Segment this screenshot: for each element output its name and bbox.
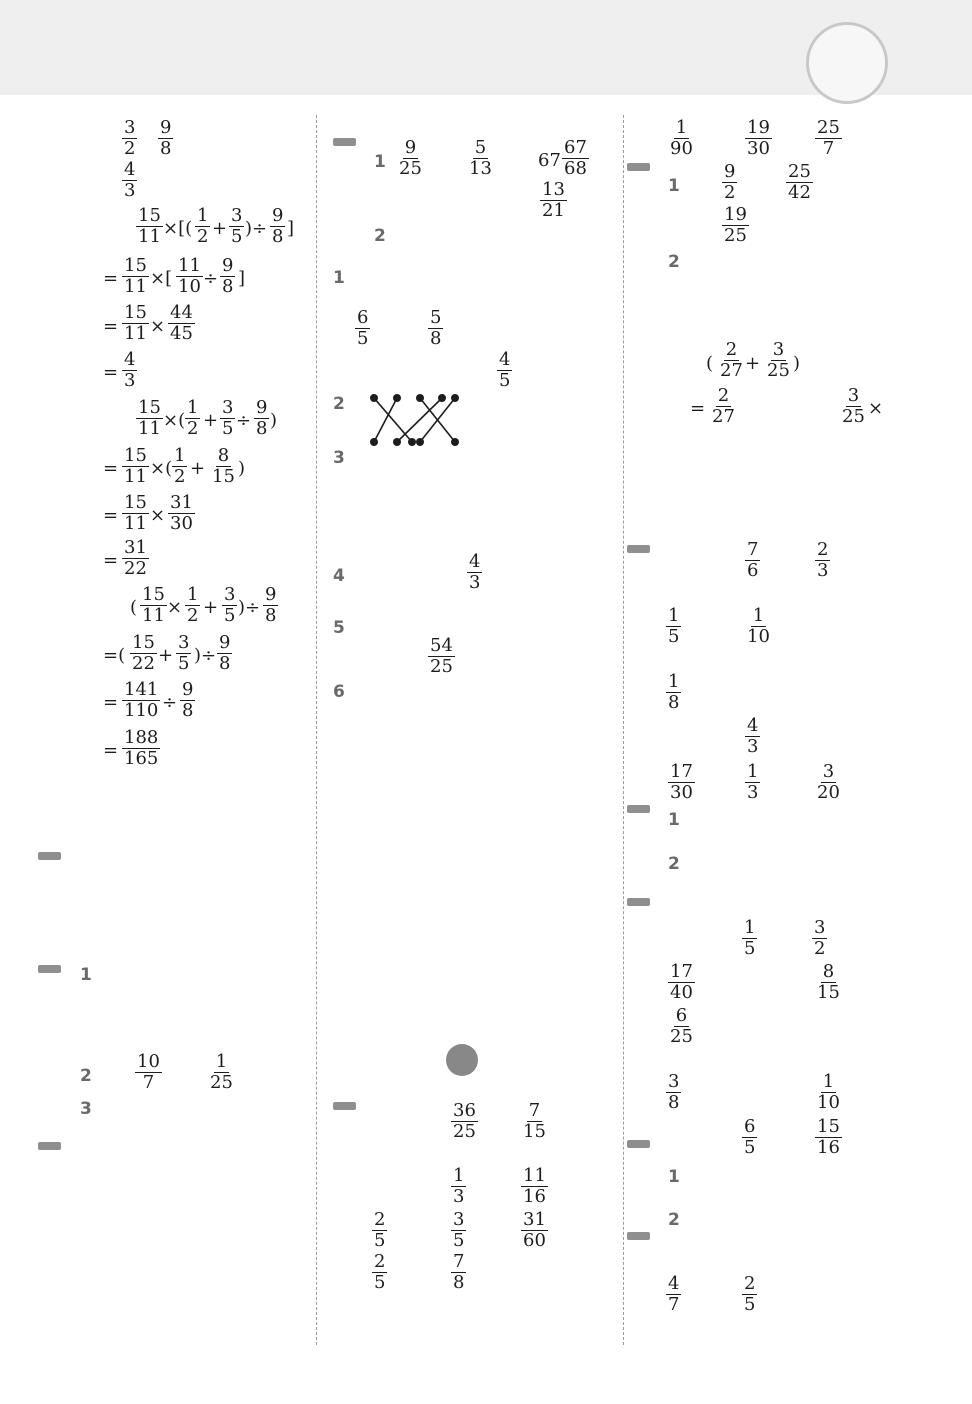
section-tag: [38, 965, 61, 973]
fraction: 1 25: [210, 1051, 233, 1093]
fraction: 31 30: [170, 492, 193, 534]
question-number: 2: [374, 226, 386, 246]
fraction: 9 8: [160, 117, 172, 159]
op: )÷: [245, 218, 268, 239]
op: ×(: [163, 410, 186, 431]
fraction: 15 11: [124, 492, 147, 534]
fraction: 9 8: [222, 255, 234, 297]
eq-sign: =: [690, 398, 706, 419]
fraction: 10 7: [137, 1051, 160, 1093]
fraction: 15 16: [817, 1116, 840, 1158]
fraction: 31 22: [124, 537, 147, 579]
op: +: [745, 353, 761, 374]
fraction: 1 5: [744, 917, 756, 959]
fraction: 15 11: [142, 584, 165, 626]
fraction: 1 5: [668, 605, 680, 647]
fraction: 15 11: [124, 255, 147, 297]
fraction: 9 8: [182, 679, 194, 721]
section-tag: [627, 163, 650, 171]
fraction: 3 20: [817, 761, 840, 803]
fraction: 4 3: [469, 551, 481, 593]
fraction: 25 42: [788, 161, 811, 203]
eq-sign: =: [103, 550, 119, 571]
fraction: 7 6: [747, 539, 759, 581]
question-number: 1: [668, 1167, 680, 1187]
fraction: 3 5: [178, 632, 190, 674]
fraction: 3 8: [668, 1071, 680, 1113]
section-tag: [627, 898, 650, 906]
fraction: 67 68: [564, 137, 587, 179]
fraction: 3 5: [222, 397, 234, 439]
question-number: 1: [80, 965, 92, 985]
question-number: 4: [333, 566, 345, 586]
eq-sign: =: [103, 362, 119, 383]
eq-sign: =: [103, 692, 119, 713]
answer-text: 67: [538, 150, 561, 171]
fraction: 1 3: [453, 1165, 465, 1207]
fraction: 5 8: [430, 307, 442, 349]
question-number: 6: [333, 682, 345, 702]
fraction: 188 165: [124, 727, 159, 769]
fraction: 1 10: [817, 1071, 840, 1113]
op: (: [130, 597, 138, 618]
fraction: 7 15: [523, 1100, 546, 1142]
op: +: [203, 410, 219, 431]
fraction: 1 3: [747, 761, 759, 803]
fraction: 4 5: [499, 349, 511, 391]
fraction: 9 8: [265, 584, 277, 626]
question-number: 2: [668, 252, 680, 272]
fraction: 4 3: [747, 715, 759, 757]
column-divider: [316, 115, 317, 1345]
op: +: [203, 597, 219, 618]
op: ×: [868, 398, 884, 419]
op: ÷: [162, 692, 178, 713]
op: ×: [150, 505, 166, 526]
fraction: 15 11: [124, 445, 147, 487]
fraction: 19 30: [747, 117, 770, 159]
fraction: 2 5: [374, 1209, 386, 1251]
fraction: 7 8: [453, 1251, 465, 1293]
fraction: 8 15: [212, 445, 235, 487]
fraction: 3 25: [842, 385, 865, 427]
fraction: 6 25: [670, 1005, 693, 1047]
expr: ×[(: [163, 218, 193, 239]
fraction: 3 5: [224, 584, 236, 626]
fraction: 2 27: [712, 385, 735, 427]
fraction: 13 21: [542, 179, 565, 221]
eq-sign: =: [103, 740, 119, 761]
op: +: [212, 218, 228, 239]
week-number-badge: [446, 1044, 478, 1076]
section-tag: [627, 805, 650, 813]
matching-diagram: [360, 390, 470, 450]
fraction: 4 3: [124, 159, 136, 201]
fraction: 1 2: [197, 205, 209, 247]
fraction: 15 11: [138, 205, 161, 247]
fraction: 3 2: [124, 117, 136, 159]
fraction: 2 3: [817, 539, 829, 581]
fraction: 9 25: [399, 137, 422, 179]
question-number: 2: [333, 394, 345, 414]
fraction: 9 8: [256, 397, 268, 439]
fraction: 9 8: [219, 632, 231, 674]
fraction: 1 2: [174, 445, 186, 487]
fraction: 6 5: [744, 1116, 756, 1158]
fraction: 15 11: [124, 302, 147, 344]
fraction: 31 60: [523, 1209, 546, 1251]
op: ÷: [236, 410, 252, 431]
fraction: 1 90: [670, 117, 693, 159]
op: ÷: [203, 268, 219, 289]
fraction: 4 7: [668, 1273, 680, 1315]
question-number: 5: [333, 618, 345, 638]
fraction: 3 5: [231, 205, 243, 247]
fraction: 141 110: [124, 679, 159, 721]
fraction: 5 13: [469, 137, 492, 179]
fraction: 3 5: [453, 1209, 465, 1251]
question-number: 1: [668, 176, 680, 196]
op: ]: [238, 268, 246, 289]
op: ×[: [150, 268, 173, 289]
op: +: [190, 458, 206, 479]
eq-sign: =(: [103, 645, 126, 666]
fraction: 9 2: [724, 161, 736, 203]
fraction: 3 25: [767, 339, 790, 381]
fraction: 2 5: [744, 1273, 756, 1315]
publisher-logo: [806, 22, 888, 104]
fraction: 1 10: [747, 605, 770, 647]
question-number: 2: [80, 1066, 92, 1086]
question-number: 1: [668, 810, 680, 830]
fraction: 25 7: [817, 117, 840, 159]
fraction: 54 25: [430, 635, 453, 677]
fraction: 19 25: [724, 204, 747, 246]
question-number: 1: [374, 152, 386, 172]
column-divider: [623, 115, 624, 1345]
section-tag: [38, 1142, 61, 1150]
section-tag: [333, 138, 356, 146]
fraction: 15 22: [132, 632, 155, 674]
question-number: 2: [668, 854, 680, 874]
eq-sign: =: [103, 458, 119, 479]
fraction: 2 5: [374, 1251, 386, 1293]
fraction: 8 15: [817, 961, 840, 1003]
fraction: 11 10: [178, 255, 201, 297]
op: +: [158, 645, 174, 666]
fraction: 3 2: [814, 917, 826, 959]
question-number: 3: [80, 1099, 92, 1119]
question-number: 3: [333, 448, 345, 468]
section-tag: [627, 1140, 650, 1148]
fraction: 2 27: [720, 339, 743, 381]
op: )÷: [238, 597, 261, 618]
eq-sign: =: [103, 268, 119, 289]
fraction: 1 2: [187, 397, 199, 439]
op: ): [238, 458, 246, 479]
fraction: 11 16: [523, 1165, 546, 1207]
section-tag: [627, 1232, 650, 1240]
question-number: 2: [668, 1210, 680, 1230]
section-tag: [333, 1102, 356, 1110]
eq-sign: =: [103, 316, 119, 337]
fraction: 17 40: [670, 961, 693, 1003]
op: (: [706, 353, 714, 374]
section-tag: [627, 545, 650, 553]
op: ×(: [150, 458, 173, 479]
fraction: 36 25: [453, 1100, 476, 1142]
fraction: 44 45: [170, 302, 193, 344]
op: ]: [287, 218, 295, 239]
fraction: 4 3: [124, 349, 136, 391]
fraction: 1 2: [187, 584, 199, 626]
fraction: 17 30: [670, 761, 693, 803]
fraction: 1 8: [668, 671, 680, 713]
fraction: 9 8: [272, 205, 284, 247]
op: ): [793, 353, 801, 374]
question-number: 1: [333, 268, 345, 288]
eq-sign: =: [103, 505, 119, 526]
fraction: 15 11: [138, 397, 161, 439]
op: )÷: [194, 645, 217, 666]
fraction: 6 5: [357, 307, 369, 349]
op: ×: [167, 597, 183, 618]
section-tag: [38, 852, 61, 860]
op: ): [270, 410, 278, 431]
op: ×: [150, 316, 166, 337]
